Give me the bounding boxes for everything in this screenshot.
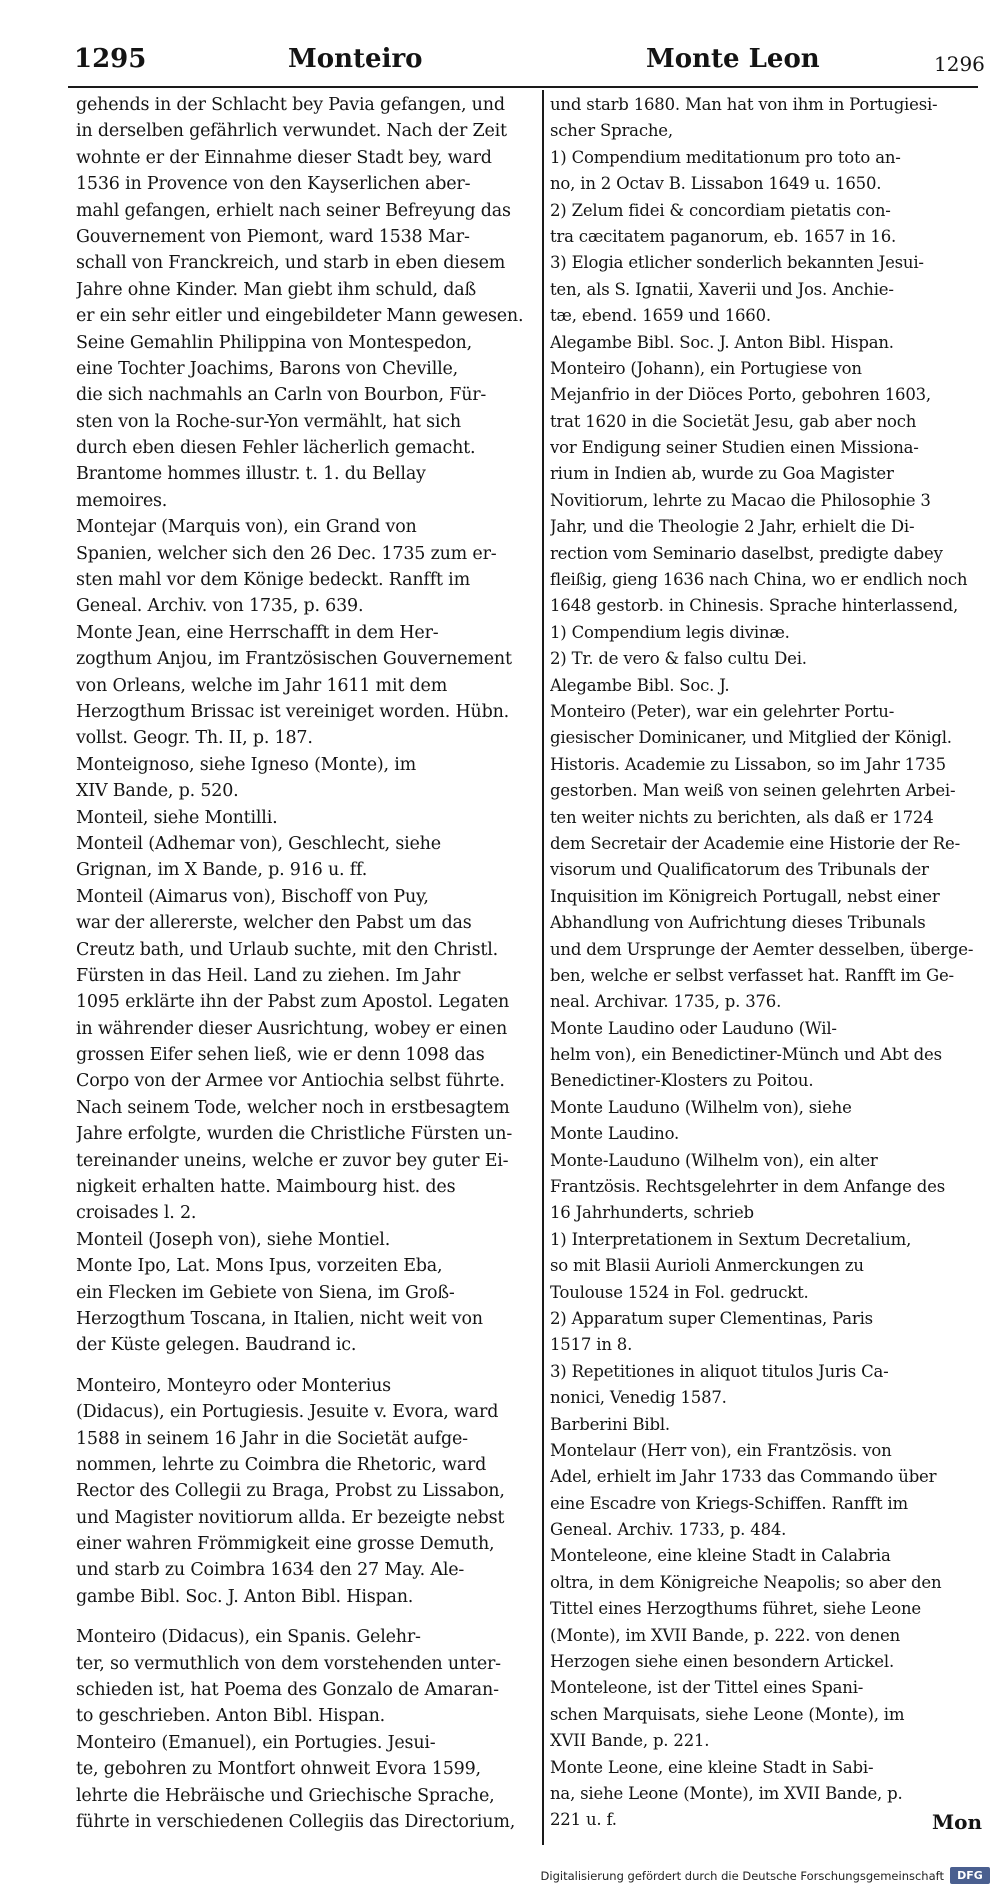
text-line: Monteiro, Monteyro oder Monterius <box>76 1375 391 1396</box>
text-line: 1588 in seinem 16 Jahr in die Societät aufge- <box>76 1428 468 1449</box>
text-line: und dem Ursprunge der Aemter desselben, überge- <box>550 939 974 959</box>
text-line: tæ, ebend. 1659 und 1660. <box>550 306 771 326</box>
text-line: Geneal. Archiv. von 1735, p. 639. <box>76 596 364 617</box>
footer-credit: Digitalisierung gefördert durch die Deutsche Forschungsgemeinschaft <box>540 1869 944 1883</box>
text-line: scher Sprache, <box>550 121 673 141</box>
text-line: Jahre erfolgte, wurden die Christliche Fürsten un- <box>76 1124 513 1145</box>
text-line: Alegambe Bibl. Soc. J. Anton Bibl. Hispan. <box>550 332 894 352</box>
text-line: 1517 in 8. <box>550 1335 633 1355</box>
text-line: Jahre ohne Kinder. Man giebt ihm schuld, daß <box>76 279 477 300</box>
text-line: und Magister novitiorum allda. Er bezeigte nebst <box>76 1507 505 1528</box>
text-line: gambe Bibl. Soc. J. Anton Bibl. Hispan. <box>76 1586 414 1607</box>
text-line: Monte-Lauduno (Wilhelm von), ein alter <box>550 1150 878 1170</box>
page-number-right: 1296 <box>934 52 985 76</box>
text-line: schieden ist, hat Poema des Gonzalo de Amaran- <box>76 1680 499 1701</box>
text-line: Monteil (Joseph von), siehe Montiel. <box>76 1229 391 1250</box>
text-line: mahl gefangen, erhielt nach seiner Befreyung das <box>76 200 511 221</box>
text-line: Novitiorum, lehrte zu Macao die Philosophie 3 <box>550 490 931 510</box>
text-line: schall von Franckreich, und starb in eben diesem <box>76 253 506 274</box>
text-line: Monteil (Adhemar von), Geschlecht, siehe <box>76 833 441 854</box>
text-line: Benedictiner-Klosters zu Poitou. <box>550 1071 814 1091</box>
text-line: visorum und Qualificatorum des Tribunals der <box>550 860 929 880</box>
text-line: Abhandlung von Aufrichtung dieses Tribunals <box>550 913 926 933</box>
text-line: 1648 gestorb. in Chinesis. Sprache hinterlassend, <box>550 596 959 616</box>
text-line: Tittel eines Herzogthums führet, siehe Leone <box>550 1599 921 1619</box>
text-line: der Küste gelegen. Baudrand ic. <box>76 1335 357 1356</box>
text-line: neal. Archivar. 1735, p. 376. <box>550 992 782 1012</box>
text-line: Monteil, siehe Montilli. <box>76 807 278 828</box>
text-line: ten, als S. Ignatii, Xaverii und Jos. Anchie- <box>550 279 894 299</box>
text-line: Monte Leone, eine kleine Stadt in Sabi- <box>550 1757 874 1777</box>
text-line: rection vom Seminario daselbst, predigte dabey <box>550 543 943 563</box>
text-line: Monteiro (Didacus), ein Spanis. Gelehr- <box>76 1627 421 1648</box>
text-line: führte in verschiedenen Collegiis das Directorium, <box>76 1812 516 1832</box>
text-line: 2) Zelum fidei & concordiam pietatis con- <box>550 200 891 220</box>
text-line: in währender dieser Ausrichtung, wobey er einen <box>76 1018 508 1039</box>
text-line: Monteiro (Emanuel), ein Portugies. Jesui- <box>76 1732 436 1753</box>
text-line: grossen Eifer sehen ließ, wie er denn 1098 das <box>76 1045 485 1066</box>
text-line: von Orleans, welche im Jahr 1611 mit dem <box>76 675 448 696</box>
text-line: vollst. Geogr. Th. II, p. 187. <box>76 728 313 749</box>
text-line: Spanien, welcher sich den 26 Dec. 1735 zum er- <box>76 543 497 564</box>
text-line: so mit Blasii Aurioli Anmerckungen zu <box>550 1256 864 1276</box>
text-line: gehends in der Schlacht bey Pavia gefangen, und <box>76 95 505 115</box>
text-line: Frantzösis. Rechtsgelehrter in dem Anfange des <box>550 1177 945 1197</box>
text-line: in derselben gefährlich verwundet. Nach der Zeit <box>76 121 507 142</box>
text-line: Barberini Bibl. <box>550 1414 670 1434</box>
text-line: ein Flecken im Gebiete von Siena, im Groß- <box>76 1282 455 1303</box>
text-line: Corpo von der Armee vor Antiochia selbst führte. <box>76 1071 505 1092</box>
text-line: (Monte), im XVII Bande, p. 222. von denen <box>550 1625 901 1645</box>
text-line: Adel, erhielt im Jahr 1733 das Commando über <box>550 1467 937 1487</box>
text-line: Herzogthum Brissac ist vereiniget worden. Hübn. <box>76 701 510 722</box>
text-line: Mejanfrio in der Diöces Porto, gebohren 1603, <box>550 385 931 405</box>
text-line: Monte Lauduno (Wilhelm von), siehe <box>550 1097 852 1117</box>
text-line: Monteil (Aimarus von), Bischoff von Puy, <box>76 886 429 907</box>
text-line: rium in Indien ab, wurde zu Goa Magister <box>550 464 894 484</box>
header-rule <box>68 86 978 88</box>
text-line: Gouvernement von Piemont, ward 1538 Mar- <box>76 226 470 247</box>
text-line: Montelaur (Herr von), ein Frantzösis. von <box>550 1440 892 1460</box>
text-line: helm von), ein Benedictiner-Münch und Abt des <box>550 1045 942 1065</box>
text-line: 1) Compendium meditationum pro toto an- <box>550 147 901 167</box>
text-line: war der allererste, welcher den Pabst um das <box>76 913 472 934</box>
text-line: Monte Laudino. <box>550 1124 680 1144</box>
text-line: ben, welche er selbst verfasset hat. Ranfft im Ge- <box>550 965 954 985</box>
text-line: te, gebohren zu Montfort ohnweit Evora 1599, <box>76 1759 481 1780</box>
text-line: sten mahl vor dem Könige bedeckt. Ranfft im <box>76 570 470 591</box>
text-line: giesischer Dominicaner, und Mitglied der Königl. <box>550 728 952 748</box>
text-line: 221 u. f. <box>550 1810 617 1830</box>
running-head-left: Monteiro <box>288 44 423 74</box>
text-line: Creutz bath, und Urlaub suchte, mit den Christl. <box>76 939 498 960</box>
paragraph-gap <box>76 1610 530 1624</box>
text-line: eine Tochter Joachims, Barons von Cheville, <box>76 358 459 379</box>
text-line: Brantome hommes illustr. t. 1. du Bellay <box>76 464 426 485</box>
text-line: ter, so vermuthlich von dem vorstehenden unter- <box>76 1653 501 1674</box>
text-line: Herzogen siehe einen besondern Artickel. <box>550 1652 894 1672</box>
text-line: Historis. Academie zu Lissabon, so im Jahr 1735 <box>550 754 946 774</box>
text-line: oltra, in dem Königreiche Neapolis; so aber den <box>550 1572 942 1592</box>
text-line: und starb zu Coimbra 1634 den 27 May. Ale- <box>76 1560 465 1581</box>
text-line: Monte Laudino oder Lauduno (Wil- <box>550 1018 837 1038</box>
text-line: XVII Bande, p. 221. <box>550 1731 710 1751</box>
page-number-left: 1295 <box>74 44 147 74</box>
text-line: memoires. <box>76 490 168 511</box>
text-line: na, siehe Leone (Monte), im XVII Bande, p. <box>550 1784 903 1803</box>
text-line: Monteiro (Peter), war ein gelehrter Portu- <box>550 701 895 721</box>
text-line: 2) Apparatum super Clementinas, Paris <box>550 1308 873 1328</box>
text-line: wohnte er der Einnahme dieser Stadt bey, ward <box>76 147 492 168</box>
text-line: Monte Jean, eine Herrschafft in dem Her- <box>76 622 439 643</box>
left-column <box>76 92 530 1835</box>
text-line: Monteleone, eine kleine Stadt in Calabria <box>550 1546 891 1566</box>
text-line: durch eben diesen Fehler lächerlich gemacht. <box>76 438 476 459</box>
text-line: 1) Compendium legis divinæ. <box>550 622 790 642</box>
text-line: und starb 1680. Man hat von ihm in Portugiesi- <box>550 95 938 114</box>
text-line: Inquisition im Königreich Portugall, nebst einer <box>550 886 940 906</box>
running-head-right: Monte Leon <box>646 44 820 74</box>
text-line: Geneal. Archiv. 1733, p. 484. <box>550 1520 787 1540</box>
text-line: (Didacus), ein Portugiesis. Jesuite v. Evora, ward <box>76 1402 499 1423</box>
text-line: einer wahren Frömmigkeit eine grosse Demuth, <box>76 1534 495 1555</box>
page-header <box>0 44 1000 84</box>
text-line: Montejar (Marquis von), ein Grand von <box>76 517 417 538</box>
text-line: 1) Interpretationem in Sextum Decretalium, <box>550 1229 912 1249</box>
text-line: XIV Bande, p. 520. <box>76 781 239 802</box>
text-line: 3) Repetitiones in aliquot titulos Juris Ca- <box>550 1361 889 1381</box>
text-line: Monteignoso, siehe Igneso (Monte), im <box>76 754 416 775</box>
text-line: Fürsten in das Heil. Land zu ziehen. Im Jahr <box>76 965 461 986</box>
text-line: Toulouse 1524 in Fol. gedruckt. <box>550 1282 809 1302</box>
footer <box>0 1861 1000 1892</box>
text-line: nigkeit erhalten hatte. Maimbourg hist. des <box>76 1177 456 1198</box>
column-divider <box>542 90 544 1845</box>
paragraph-gap <box>76 1359 530 1373</box>
text-line: fleißig, gieng 1636 nach China, wo er endlich noch <box>550 570 968 590</box>
text-line: Monte Ipo, Lat. Mons Ipus, vorzeiten Eba, <box>76 1256 443 1277</box>
text-line: vor Endigung seiner Studien einen Missiona- <box>550 438 919 458</box>
text-line: schen Marquisats, siehe Leone (Monte), im <box>550 1704 905 1724</box>
text-line: Rector des Collegii zu Braga, Probst zu Lissabon, <box>76 1481 505 1502</box>
text-line: zogthum Anjou, im Frantzösischen Gouvernement <box>76 649 512 670</box>
text-line: 3) Elogia etlicher sonderlich bekannten Jesui- <box>550 253 924 273</box>
text-line: 2) Tr. de vero & falso cultu Dei. <box>550 649 807 669</box>
text-line: Nach seinem Tode, welcher noch in erstbesagtem <box>76 1097 510 1118</box>
text-line: 1095 erklärte ihn der Pabst zum Apostol. Legaten <box>76 992 510 1013</box>
text-line: ten weiter nichts zu berichten, als daß er 1724 <box>550 807 934 827</box>
text-line: Monteiro (Johann), ein Portugiese von <box>550 358 862 378</box>
text-line: lehrte die Hebräische und Griechische Sprache, <box>76 1785 495 1806</box>
text-line: trat 1620 in die Societät Jesu, gab aber noch <box>550 411 917 431</box>
text-line: sten von la Roche-sur-Yon vermählt, hat sich <box>76 411 461 432</box>
text-line: Seine Gemahlin Philippina von Montespedon, <box>76 332 472 353</box>
text-line: nommen, lehrte zu Coimbra die Rhetoric, ward <box>76 1454 487 1475</box>
catchword: Mon <box>932 1810 983 1834</box>
text-line: croisades l. 2. <box>76 1203 197 1224</box>
text-line: dem Secretair der Academie eine Historie der Re- <box>550 833 960 853</box>
text-line: to geschrieben. Anton Bibl. Hispan. <box>76 1706 386 1727</box>
text-line: tereinander uneins, welche er zuvor bey guter Ei- <box>76 1150 509 1171</box>
text-line: Grignan, im X Bande, p. 916 u. ff. <box>76 860 368 881</box>
dfg-logo: DFG <box>950 1867 990 1884</box>
text-line: tra cæcitatem paganorum, eb. 1657 in 16. <box>550 226 897 246</box>
text-line: nonici, Venedig 1587. <box>550 1388 727 1408</box>
right-column <box>550 92 978 1834</box>
text-line: Herzogthum Toscana, in Italien, nicht weit von <box>76 1308 483 1329</box>
text-line: Alegambe Bibl. Soc. J. <box>550 675 730 695</box>
text-line: gestorben. Man weiß von seinen gelehrten Arbei- <box>550 781 956 801</box>
text-line: die sich nachmahls an Carln von Bourbon, Für- <box>76 385 487 406</box>
text-line: Jahr, und die Theologie 2 Jahr, erhielt die Di- <box>550 517 915 537</box>
text-line: eine Escadre von Kriegs-Schiffen. Ranfft im <box>550 1493 908 1513</box>
text-line: 1536 in Provence von den Kayserlichen aber- <box>76 174 471 195</box>
text-line: er ein sehr eitler und eingebildeter Mann gewesen. <box>76 306 524 327</box>
text-line: no, in 2 Octav B. Lissabon 1649 u. 1650. <box>550 174 882 194</box>
text-line: 16 Jahrhunderts, schrieb <box>550 1203 754 1223</box>
text-line: Monteleone, ist der Tittel eines Spani- <box>550 1678 864 1698</box>
